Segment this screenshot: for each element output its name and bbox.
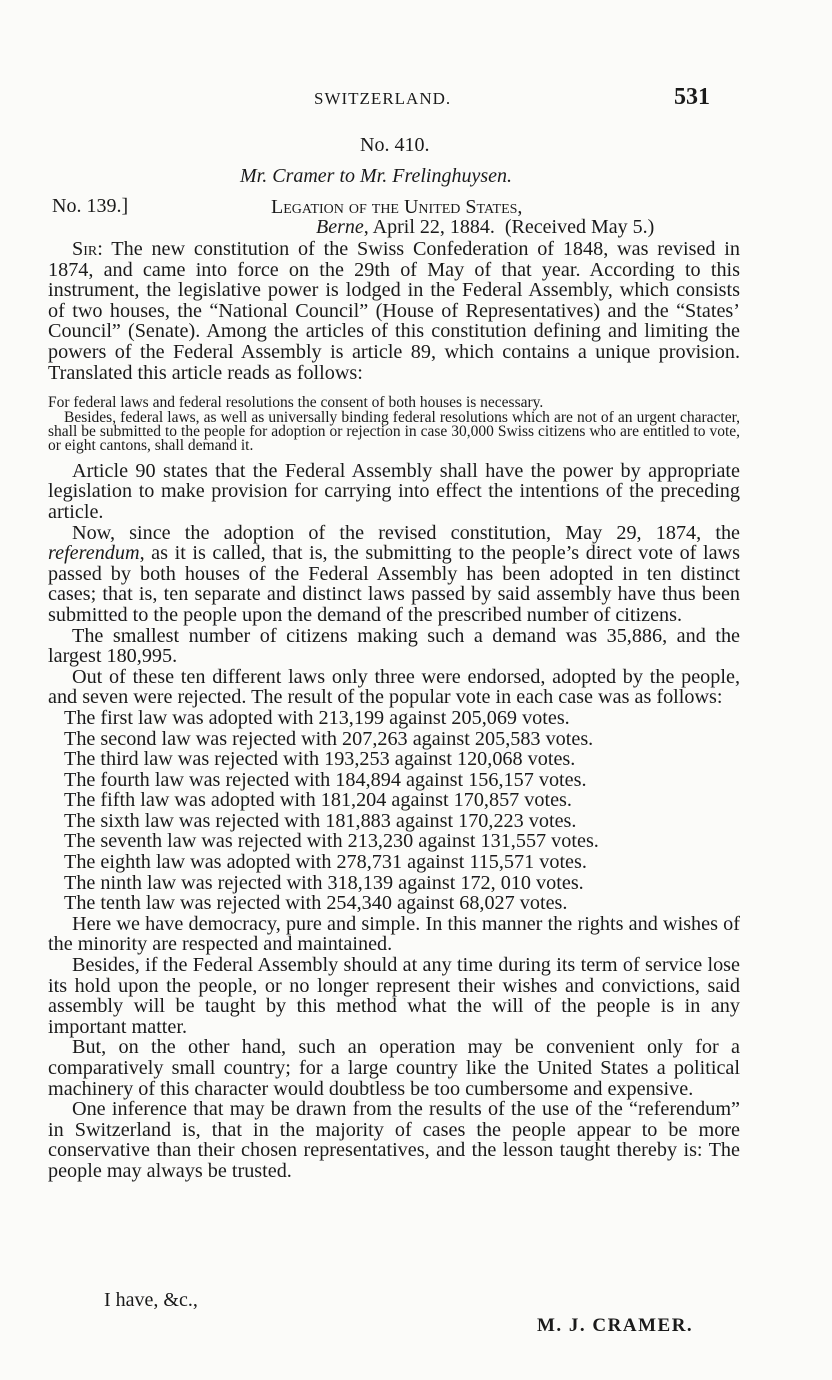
referendum-term: referendum (48, 542, 140, 565)
letter-body (48, 239, 740, 1182)
paragraph-9: One inference that may be drawn from the results of the use of the “referendum” in Switzerland is, that in the majority of cases the people appear to be more conservative than their chosen representatives, and the lesson taught thereby is: The people may always be trusted. (48, 1098, 740, 1182)
paragraph-3-end: , as it is called, that is, the submitting to the people’s direct vote of laws passed by both houses of the Federal Assembly has been adopted in ten distinct cases; that is, ten separate and distinct laws passed by said assembly have thus been submitted to the people upon the demand of the prescribed number of citizens. (48, 542, 740, 626)
quote-paragraph-2: Besides, federal laws, as well as universally binding federal resolutions which are not of an urgent character, shall be submitted to the people for adoption or rejection in case 30,000 Swiss citizens who are entitled to vote, or eight cantons, shall demand it. (48, 408, 740, 455)
dateline (316, 216, 654, 239)
dateline-date: , April 22, 1884. (363, 216, 495, 238)
quote-paragraph-1: For federal laws and federal resolutions the consent of both houses is necessary. (48, 394, 544, 412)
legation-line: Legation of the United States, (271, 196, 523, 218)
signature: M. J. CRAMER. (537, 1315, 694, 1336)
dateline-place: Berne (316, 216, 364, 238)
paragraph-1-text: : The new constitution of the Swiss Confederation of 1848, was revised in 1874, and came into force on the 29th of May of that year. According to this instrument, the legislative power is lodged in the Federal Assembly, which consists of two houses, the “National Council” (House of Representatives) and the “States’ Council” (Senate). Among the articles of this constitution defining and limiting the powers of the Federal Assembly is article 89, which contains a unique provision. Translated this article reads as follows: (48, 238, 740, 384)
paragraph-3-start: Now, since the adoption of the revised constitution, May 29, 1874, the (72, 521, 740, 544)
vote-result-item: The eighth law was adopted with 278,731 against 115,571 votes. (64, 851, 587, 874)
vote-result-item: The seventh law was rejected with 213,230 against 131,557 votes. (64, 830, 599, 853)
quoted-article (48, 396, 740, 454)
salutation: Sir (72, 238, 98, 260)
paragraph-7: Besides, if the Federal Assembly should at any time during its term of service lose its hold upon the people, or no longer represent their wishes and convictions, said assembly will be taught by this method what the will of the people is in any important matter. (48, 954, 740, 1038)
vote-result-item: The first law was adopted with 213,199 against 205,069 votes. (64, 706, 570, 729)
paragraph-5: Out of these ten different laws only three were endorsed, adopted by the people, and seven were rejected. The result of the popular vote in each case was as follows: (48, 665, 740, 709)
vote-result-item: The ninth law was rejected with 318,139 against 172, 010 votes. (64, 871, 584, 894)
document-number: No. 410. (360, 134, 430, 156)
paragraph-4: The smallest number of citizens making such a demand was 35,886, and the largest 180,995. (48, 624, 740, 668)
paragraph-3 (48, 523, 740, 626)
vote-result-item: The second law was rejected with 207,263 against 205,583 votes. (64, 727, 594, 750)
paragraph-8: But, on the other hand, such an operation may be convenient only for a comparatively small country; for a large country like the United States a political machinery of this character would doubtless be too cumbersome and expensive. (48, 1036, 740, 1100)
paragraph-6: Here we have democracy, pure and simple. In this manner the rights and wishes of the minority are respected and maintained. (48, 912, 740, 956)
received-date: (Received May 5.) (504, 216, 655, 238)
dispatch-number: No. 139.] (52, 195, 129, 217)
vote-result-item: The sixth law was rejected with 181,883 against 170,223 votes. (64, 809, 577, 832)
vote-result-item: The fourth law was rejected with 184,894 against 156,157 votes. (64, 768, 587, 791)
complimentary-close: I have, &c., (104, 1289, 198, 1311)
vote-result-item: The third law was rejected with 193,253 against 120,068 votes. (64, 748, 576, 771)
page-number: 531 (674, 84, 710, 110)
paragraph-opening (48, 239, 740, 383)
document-heading: Mr. Cramer to Mr. Frelinghuysen. (240, 165, 513, 187)
vote-result-item: The tenth law was rejected with 254,340 against 68,027 votes. (64, 892, 568, 915)
vote-results-list (48, 708, 740, 914)
paragraph-2: Article 90 states that the Federal Assembly shall have the power by appropriate legislation to make provision for carrying into effect the intentions of the preceding article. (48, 459, 740, 523)
running-head: SWITZERLAND. (314, 89, 452, 108)
vote-result-item: The fifth law was adopted with 181,204 against 170,857 votes. (64, 789, 572, 812)
